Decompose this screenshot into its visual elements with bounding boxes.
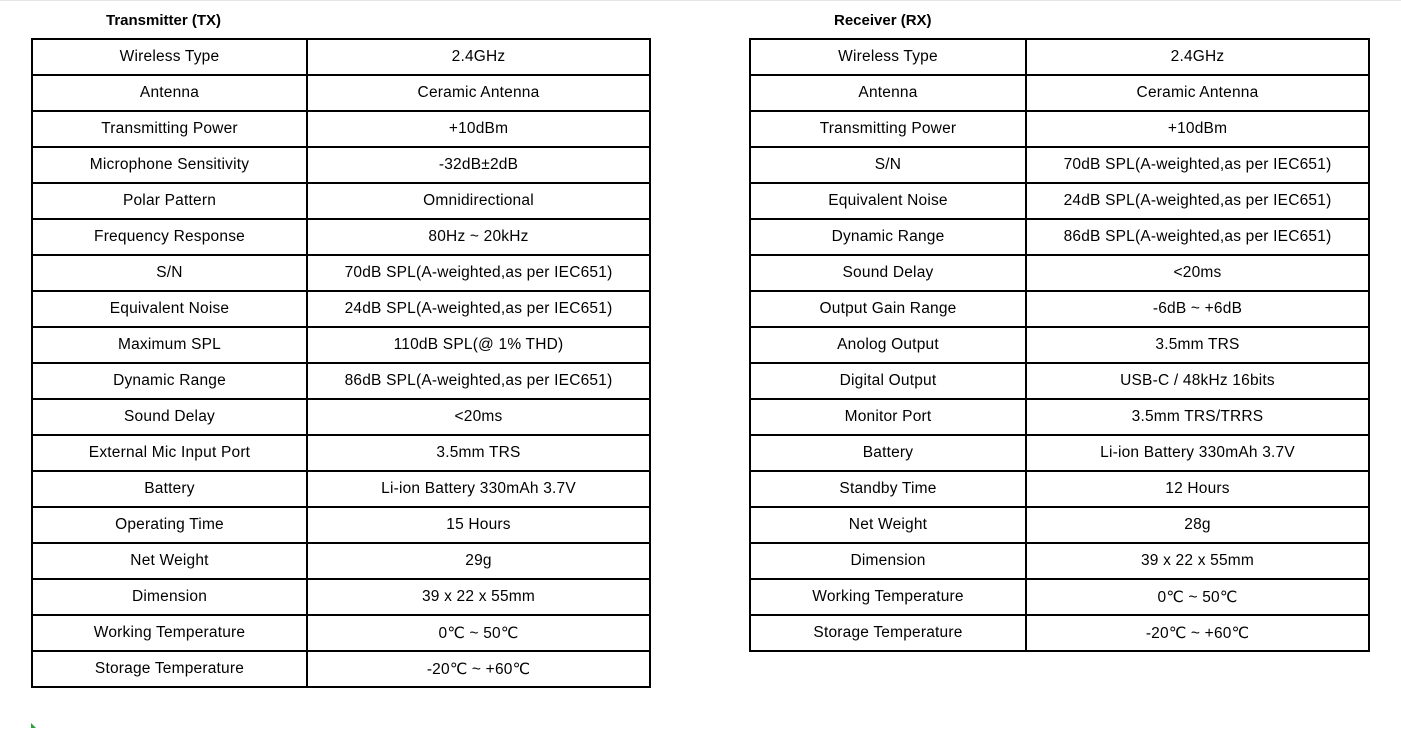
spec-label: Antenna (750, 75, 1026, 111)
spec-label: Equivalent Noise (32, 291, 307, 327)
spec-value: 29g (307, 543, 650, 579)
spec-row (750, 147, 1369, 183)
spec-row (750, 543, 1369, 579)
spec-label: Output Gain Range (750, 291, 1026, 327)
spec-label: Storage Temperature (32, 651, 307, 687)
spec-label: Working Temperature (750, 579, 1026, 615)
transmitter-spec-table (31, 38, 651, 688)
spec-value: 110dB SPL(@ 1% THD) (307, 327, 650, 363)
spec-row (32, 363, 650, 399)
spec-value: Li-ion Battery 330mAh 3.7V (307, 471, 650, 507)
spec-label: Dynamic Range (32, 363, 307, 399)
spec-value: 24dB SPL(A-weighted,as per IEC651) (307, 291, 650, 327)
spec-row (750, 471, 1369, 507)
spec-value: Ceramic Antenna (307, 75, 650, 111)
spec-row (750, 507, 1369, 543)
spec-value: -20℃ ~ +60℃ (1026, 615, 1369, 651)
spec-row (750, 291, 1369, 327)
spec-label: Antenna (32, 75, 307, 111)
spec-row (32, 399, 650, 435)
spec-label: Frequency Response (32, 219, 307, 255)
spec-label: Maximum SPL (32, 327, 307, 363)
spec-value: 0℃ ~ 50℃ (307, 615, 650, 651)
spec-row (32, 255, 650, 291)
spec-row (32, 543, 650, 579)
spec-value: <20ms (1026, 255, 1369, 291)
spec-value: 2.4GHz (307, 39, 650, 75)
spec-value: 70dB SPL(A-weighted,as per IEC651) (307, 255, 650, 291)
spec-row (750, 435, 1369, 471)
spec-value: Omnidirectional (307, 183, 650, 219)
spec-value: 3.5mm TRS/TRRS (1026, 399, 1369, 435)
spec-label: Dimension (32, 579, 307, 615)
spec-row (32, 507, 650, 543)
spec-value: 2.4GHz (1026, 39, 1369, 75)
spec-value: Li-ion Battery 330mAh 3.7V (1026, 435, 1369, 471)
spec-value: 15 Hours (307, 507, 650, 543)
spec-row (750, 363, 1369, 399)
spec-label: Net Weight (750, 507, 1026, 543)
spec-row (750, 399, 1369, 435)
spec-row (750, 579, 1369, 615)
spec-label: Monitor Port (750, 399, 1026, 435)
spec-value: 86dB SPL(A-weighted,as per IEC651) (307, 363, 650, 399)
spec-row (32, 435, 650, 471)
spec-value: 70dB SPL(A-weighted,as per IEC651) (1026, 147, 1369, 183)
spec-label: Net Weight (32, 543, 307, 579)
spec-row (32, 147, 650, 183)
spec-value: -20℃ ~ +60℃ (307, 651, 650, 687)
receiver-spec-table (749, 38, 1370, 652)
receiver-title: Receiver (RX) (834, 12, 932, 29)
spec-label: Polar Pattern (32, 183, 307, 219)
spec-value: -32dB±2dB (307, 147, 650, 183)
spec-value: 86dB SPL(A-weighted,as per IEC651) (1026, 219, 1369, 255)
transmitter-title: Transmitter (TX) (106, 12, 222, 29)
spec-row (750, 615, 1369, 651)
spec-label: Microphone Sensitivity (32, 147, 307, 183)
spec-value: 24dB SPL(A-weighted,as per IEC651) (1026, 183, 1369, 219)
spec-label: Dynamic Range (750, 219, 1026, 255)
spec-value: +10dBm (307, 111, 650, 147)
spec-value: USB-C / 48kHz 16bits (1026, 363, 1369, 399)
spec-label: Anolog Output (750, 327, 1026, 363)
spec-label: Sound Delay (750, 255, 1026, 291)
spec-label: Digital Output (750, 363, 1026, 399)
spec-row (32, 579, 650, 615)
spec-row (750, 219, 1369, 255)
spec-label: Working Temperature (32, 615, 307, 651)
spec-label: Wireless Type (32, 39, 307, 75)
spec-value: 12 Hours (1026, 471, 1369, 507)
spec-label: Storage Temperature (750, 615, 1026, 651)
spec-row (32, 111, 650, 147)
spec-row (750, 327, 1369, 363)
spec-label: Transmitting Power (32, 111, 307, 147)
spec-row (750, 111, 1369, 147)
spec-value: 39 x 22 x 55mm (307, 579, 650, 615)
spec-row (750, 183, 1369, 219)
spec-row (32, 75, 650, 111)
spec-value: 3.5mm TRS (1026, 327, 1369, 363)
spec-row (750, 255, 1369, 291)
spec-row (32, 291, 650, 327)
spec-row (32, 615, 650, 651)
spec-label: Transmitting Power (750, 111, 1026, 147)
spec-value: -6dB ~ +6dB (1026, 291, 1369, 327)
spec-label: Dimension (750, 543, 1026, 579)
spec-row (750, 75, 1369, 111)
spec-value: Ceramic Antenna (1026, 75, 1369, 111)
spec-value: 0℃ ~ 50℃ (1026, 579, 1369, 615)
spec-label: External Mic Input Port (32, 435, 307, 471)
spec-label: Equivalent Noise (750, 183, 1026, 219)
spec-label: Operating Time (32, 507, 307, 543)
spec-label: S/N (750, 147, 1026, 183)
spec-label: Wireless Type (750, 39, 1026, 75)
spec-label: Sound Delay (32, 399, 307, 435)
spec-value: 3.5mm TRS (307, 435, 650, 471)
spec-row (32, 219, 650, 255)
spec-row (750, 39, 1369, 75)
spec-value: +10dBm (1026, 111, 1369, 147)
corner-mark (31, 723, 36, 728)
spec-value: 28g (1026, 507, 1369, 543)
spec-value: 80Hz ~ 20kHz (307, 219, 650, 255)
spec-label: S/N (32, 255, 307, 291)
spec-row (32, 183, 650, 219)
spec-row (32, 327, 650, 363)
spec-label: Battery (32, 471, 307, 507)
spec-row (32, 471, 650, 507)
spec-label: Standby Time (750, 471, 1026, 507)
top-divider (0, 0, 1401, 1)
spec-row (32, 651, 650, 687)
spec-value: <20ms (307, 399, 650, 435)
spec-label: Battery (750, 435, 1026, 471)
spec-row (32, 39, 650, 75)
spec-value: 39 x 22 x 55mm (1026, 543, 1369, 579)
